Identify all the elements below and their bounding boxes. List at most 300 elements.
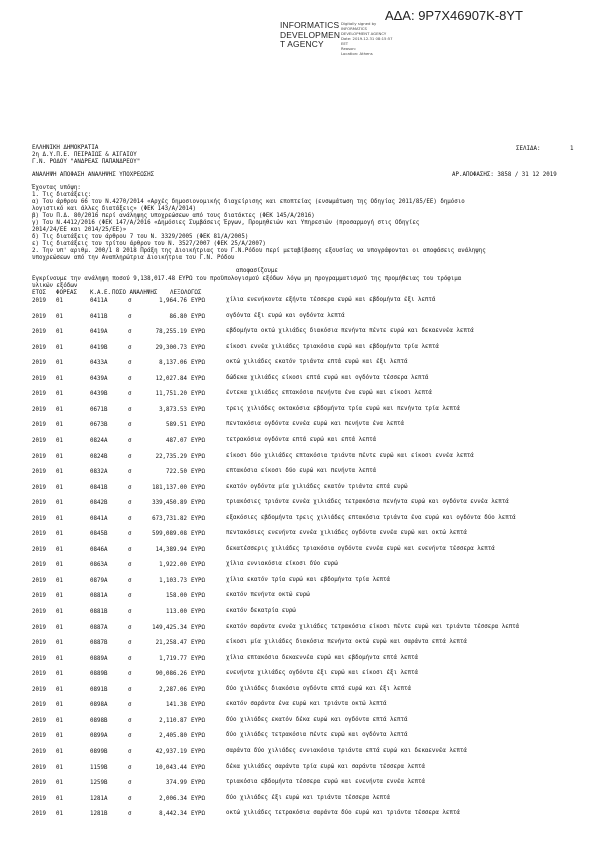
cell-words: είκοσι δύο χιλιάδες επτακόσια τριάντα πέντε ευρώ και είκοσι εννέα λεπτά: [226, 452, 474, 459]
cell-phoreas: 01: [56, 671, 63, 678]
cell-phoreas: 01: [56, 360, 63, 367]
cell-phoreas: 01: [56, 313, 63, 320]
cell-phoreas: 01: [56, 593, 63, 600]
cell-phoreas: 01: [56, 609, 63, 615]
cell-year: 2019: [32, 546, 46, 553]
cell-sigma: σ: [128, 344, 132, 351]
cell-words: εκατόν δεκατρία ευρώ: [226, 608, 296, 614]
cell-phoreas: 01: [56, 562, 63, 569]
cell-amount: 86.80: [169, 313, 187, 320]
table-row: [32, 437, 572, 445]
table-row: [32, 779, 572, 787]
cell-amount: 14,389.94: [155, 546, 187, 553]
cell-words: δεκατέσσερις χιλιάδες τριακόσια ογδόντα εννέα ευρώ και ενενήντα τέσσερα λεπτά: [226, 545, 495, 552]
cell-kae: 1281Α: [90, 795, 108, 802]
cell-amount: 10,043.44: [155, 764, 187, 771]
cell-sigma: σ: [128, 780, 132, 787]
cell-words: σαράντα δύο χιλιάδες εννιακόσια τριάντα επτά ευρώ και δεκαεννέα λεπτά: [226, 747, 467, 754]
cell-sigma: σ: [128, 764, 132, 771]
cell-year: 2019: [32, 406, 46, 413]
cell-phoreas: 01: [56, 375, 63, 382]
cell-kae: 0433Α: [90, 360, 108, 367]
cell-year: 2019: [32, 391, 46, 398]
cell-amount: 722.50: [166, 469, 187, 476]
cell-currency: ΕΥΡΩ: [191, 360, 205, 367]
cell-amount: 2,110.87: [159, 717, 187, 724]
cell-year: 2019: [32, 717, 46, 724]
cell-kae: 0899Β: [90, 748, 108, 755]
table-row: [32, 530, 572, 538]
cell-phoreas: 01: [56, 640, 63, 647]
col-header-amount: ΠΟΣΟ ΑΝΑΛΗΨΗΣ: [112, 290, 158, 296]
cell-amount: 22,735.29: [155, 453, 187, 460]
cell-year: 2019: [32, 624, 46, 631]
signature-stamp: [341, 21, 393, 56]
intro-line: 2014/24/ΕΕ και 2014/25/ΕΕ)»: [32, 227, 127, 233]
table-row: [32, 359, 572, 367]
cell-words: οκτώ χιλιάδες εκατόν τριάντα επτά ευρώ και έξι λεπτά: [226, 359, 408, 366]
cell-words: τετρακόσια ογδόντα επτά ευρώ και επτά λεπτά: [226, 436, 377, 443]
cell-kae: 0845Β: [90, 531, 108, 538]
cell-sigma: σ: [128, 391, 132, 398]
logo-line: INFORMATICS: [280, 20, 340, 30]
cell-currency: ΕΥΡΩ: [191, 515, 205, 522]
cell-phoreas: 01: [56, 406, 63, 413]
cell-kae: 0419Α: [90, 329, 108, 336]
cell-phoreas: 01: [56, 780, 63, 787]
table-row: [32, 515, 572, 523]
issuer-line: Γ.Ν. ΡΟΔΟΥ "ΑΝΔΡΕΑΣ ΠΑΠΑΝΔΡΕΟΥ": [32, 159, 141, 166]
cell-kae: 0824Α: [90, 437, 108, 444]
table-row: [32, 561, 572, 569]
cell-kae: 0891Β: [90, 686, 108, 693]
cell-phoreas: 01: [56, 422, 63, 429]
cell-currency: ΕΥΡΩ: [191, 406, 205, 413]
cell-sigma: σ: [128, 717, 132, 724]
cell-words: δέκα χιλιάδες σαράντα τρία ευρώ και σαράντα τέσσερα λεπτά: [226, 763, 425, 770]
cell-sigma: σ: [128, 640, 132, 647]
cell-currency: ΕΥΡΩ: [191, 577, 205, 584]
cell-kae: 0879Α: [90, 577, 108, 584]
cell-currency: ΕΥΡΩ: [191, 702, 205, 709]
cell-phoreas: 01: [56, 577, 63, 584]
cell-amount: 11,751.20: [155, 391, 187, 398]
table-row: [32, 686, 572, 694]
cell-currency: ΕΥΡΩ: [191, 437, 205, 444]
table-row: [32, 297, 572, 305]
cell-sigma: σ: [128, 453, 132, 460]
cell-kae: 0832Α: [90, 469, 108, 476]
cell-year: 2019: [32, 453, 46, 460]
cell-words: χίλια επτακόσια δεκαεννέα ευρώ και εβδομήντα επτά λεπτά: [226, 654, 418, 661]
cell-year: 2019: [32, 515, 46, 522]
cell-kae: 0411Β: [90, 313, 108, 320]
cell-amount: 12,027.84: [155, 375, 187, 382]
cell-phoreas: 01: [56, 453, 63, 460]
cell-year: 2019: [32, 313, 46, 320]
cell-amount: 8,137.06: [159, 360, 187, 367]
cell-kae: 1259Β: [90, 780, 108, 787]
cell-currency: ΕΥΡΩ: [191, 391, 205, 398]
cell-words: τριακόσια εβδομήντα τέσσερα ευρώ και ενενήντα εννέα λεπτά: [226, 779, 425, 786]
col-header-words: ΛΕΞΟΛΟΓΩΣ: [170, 290, 202, 296]
cell-amount: 599,089.08: [152, 531, 187, 538]
cell-words: ογδόντα έξι ευρώ και ογδόντα λεπτά: [226, 312, 345, 319]
table-row: [32, 577, 572, 585]
cell-currency: ΕΥΡΩ: [191, 811, 205, 818]
cell-year: 2019: [32, 593, 46, 600]
cell-phoreas: 01: [56, 686, 63, 693]
cell-currency: ΕΥΡΩ: [191, 562, 205, 569]
cell-currency: ΕΥΡΩ: [191, 609, 205, 615]
table-row: [32, 499, 572, 507]
cell-kae: 0824Β: [90, 453, 108, 460]
cell-amount: 2,287.06: [159, 686, 187, 693]
cell-amount: 673,731.82: [152, 515, 187, 522]
cell-year: 2019: [32, 609, 46, 615]
cell-words: οκτώ χιλιάδες τετρακόσια σαράντα δύο ευρώ και τριάντα τέσσερα λεπτά: [226, 810, 460, 817]
cell-sigma: σ: [128, 609, 132, 615]
cell-words: εκατόν σαράντα ένα ευρώ και τριάντα οκτώ λεπτά: [226, 701, 387, 708]
cell-year: 2019: [32, 375, 46, 382]
cell-words: εξακόσιες εβδομήντα τρεις χιλιάδες επτακόσια τριάντα ένα ευρώ και ογδόντα δύο λεπτά: [226, 514, 516, 521]
cell-sigma: σ: [128, 702, 132, 709]
cell-sigma: σ: [128, 360, 132, 367]
cell-sigma: σ: [128, 577, 132, 584]
cell-amount: 3,873.53: [159, 406, 187, 413]
cell-amount: 8,442.34: [159, 811, 187, 818]
cell-sigma: σ: [128, 593, 132, 600]
cell-kae: 1281Β: [90, 811, 108, 818]
cell-amount: 181,137.00: [152, 484, 187, 491]
cell-amount: 149,425.34: [152, 624, 187, 631]
cell-kae: 0887Α: [90, 624, 108, 631]
cell-sigma: σ: [128, 375, 132, 382]
cell-amount: 589.51: [166, 422, 187, 429]
cell-words: εκατόν σαράντα εννέα χιλιάδες τετρακόσια είκοσι πέντε ευρώ και τριάντα τέσσερα λεπτά: [226, 623, 520, 630]
stamp-line: Digitally signed by: [341, 21, 377, 26]
stamp-line: INFORMATICS: [341, 26, 367, 31]
intro-line: ε) Τις διατάξεις του τρίτου άρθρου του Ν. 3527/2007 (ΦΕΚ 25/Α/2007): [32, 241, 266, 247]
intro-line: β) Του Π.Δ. 80/2016 περί ανάληψης υποχρεώσεων από τους διατάκτες (ΦΕΚ 145/Α/2016): [32, 213, 315, 219]
cell-words: εκατόν ογδόντα μία χιλιάδες εκατόν τριάντα επτά ευρώ: [226, 483, 408, 490]
table-row: [32, 375, 572, 383]
cell-currency: ΕΥΡΩ: [191, 593, 205, 600]
cell-sigma: σ: [128, 500, 132, 507]
cell-words: εκατόν πενήντα οκτώ ευρώ: [226, 592, 310, 599]
intro-line: λογιστικό και άλλες διατάξεις» (ΦΕΚ 143/Α/2014): [32, 206, 197, 212]
cell-sigma: σ: [128, 298, 132, 304]
cell-amount: 2,405.80: [159, 733, 187, 740]
cell-phoreas: 01: [56, 329, 63, 336]
table-row: [32, 328, 572, 336]
cell-currency: ΕΥΡΩ: [191, 484, 205, 491]
cell-currency: ΕΥΡΩ: [191, 624, 205, 631]
cell-year: 2019: [32, 422, 46, 429]
ada-code: ΑΔΑ: 9Ρ7Χ46907Κ-8ΥΤ: [384, 8, 523, 23]
cell-sigma: σ: [128, 624, 132, 631]
stamp-line: Location: Athens: [341, 51, 373, 56]
intro-line: γ) Του Ν.4412/2016 (ΦΕΚ 147/Α/2016 «Δημόσιες Συμβάσεις Έργων, Προμηθειών και Υπηρεσιών (προσαρμογή στις Οδηγίες: [32, 220, 420, 226]
intro-line: Έχοντας υπόψη:: [32, 185, 81, 191]
cell-phoreas: 01: [56, 391, 63, 398]
cell-words: είκοσι μία χιλιάδες διακόσια πενήντα οκτώ ευρώ και σαράντα επτά λεπτά: [226, 639, 467, 646]
cell-currency: ΕΥΡΩ: [191, 717, 205, 724]
cell-phoreas: 01: [56, 624, 63, 631]
table-row: [32, 546, 572, 554]
cell-sigma: σ: [128, 437, 132, 444]
cell-phoreas: 01: [56, 717, 63, 724]
table-row: [32, 608, 572, 616]
cell-year: 2019: [32, 484, 46, 491]
cell-amount: 487.07: [166, 437, 187, 444]
cell-amount: 339,450.89: [152, 500, 187, 507]
cell-year: 2019: [32, 500, 46, 507]
cell-amount: 21,258.47: [155, 640, 187, 647]
table-row: [32, 795, 572, 803]
decision-number: ΑΡ.ΑΠΟΦΑΣΗΣ: 3858 / 31 12 2019: [452, 172, 557, 178]
cell-kae: 0673Β: [90, 422, 108, 429]
cell-kae: 0881Α: [90, 593, 108, 600]
cell-sigma: σ: [128, 748, 132, 755]
table-row: [32, 592, 572, 600]
cell-currency: ΕΥΡΩ: [191, 546, 205, 553]
page-number: 1: [570, 146, 574, 152]
cell-kae: 0841Β: [90, 484, 108, 491]
document-title: ΑΝΑΛΗΨΗ ΑΠΟΦΑΣΗ ΑΝΑΛΗΨΗΣ ΥΠΟΧΡΕΩΣΗΣ: [32, 172, 155, 178]
cell-words: τρεις χιλιάδες οκτακόσια εβδομήντα τρία ευρώ και πενήντα τρία λεπτά: [226, 405, 460, 412]
cell-currency: ΕΥΡΩ: [191, 686, 205, 693]
cell-words: δύο χιλιάδες τετρακόσια πέντε ευρώ και ογδόντα λεπτά: [226, 732, 408, 739]
cell-kae: 0419Β: [90, 344, 108, 351]
cell-currency: ΕΥΡΩ: [191, 655, 205, 662]
cell-year: 2019: [32, 562, 46, 569]
cell-year: 2019: [32, 748, 46, 755]
cell-currency: ΕΥΡΩ: [191, 329, 205, 336]
decides-heading: αποφασίζουμε: [236, 268, 278, 274]
cell-year: 2019: [32, 671, 46, 678]
cell-kae: 0846Α: [90, 546, 108, 553]
cell-phoreas: 01: [56, 344, 63, 351]
cell-words: δύο χιλιάδες έξι ευρώ και τριάντα τέσσερα λεπτά: [226, 794, 391, 801]
cell-year: 2019: [32, 764, 46, 771]
cell-phoreas: 01: [56, 748, 63, 755]
issuer-block: [32, 145, 140, 167]
cell-phoreas: 01: [56, 484, 63, 491]
cell-year: 2019: [32, 577, 46, 584]
cell-year: 2019: [32, 469, 46, 476]
intro-line: δ) Τις διατάξεις του άρθρου 7 του Ν. 3329/2005 (ΦΕΚ 81/Α/2005): [32, 234, 249, 240]
cell-currency: ΕΥΡΩ: [191, 422, 205, 429]
table-row: [32, 639, 572, 647]
cell-words: χίλια εκατόν τρία ευρώ και εβδομήντα τρία λεπτά: [226, 576, 391, 583]
cell-currency: ΕΥΡΩ: [191, 313, 205, 320]
issuer-line: ΕΛΛΗΝΙΚΗ ΔΗΜΟΚΡΑΤΙΑ: [32, 145, 99, 151]
cell-currency: ΕΥΡΩ: [191, 375, 205, 382]
cell-amount: 1,103.73: [159, 577, 187, 584]
cell-sigma: σ: [128, 469, 132, 476]
cell-phoreas: 01: [56, 531, 63, 538]
cell-currency: ΕΥΡΩ: [191, 780, 205, 787]
cell-amount: 1,922.00: [159, 562, 187, 569]
logo-line: T AGENCY: [280, 39, 324, 50]
cell-words: δύο χιλιάδες εκατόν δέκα ευρώ και ογδόντα επτά λεπτά: [226, 716, 408, 723]
cell-currency: ΕΥΡΩ: [191, 733, 205, 740]
table-row: [32, 344, 572, 352]
cell-currency: ΕΥΡΩ: [191, 469, 205, 476]
approval-block: [32, 276, 572, 290]
cell-currency: ΕΥΡΩ: [191, 298, 205, 304]
table-row: [32, 764, 572, 772]
cell-kae: 1159Β: [90, 764, 108, 771]
cell-year: 2019: [32, 360, 46, 367]
cell-words: χίλια εννιακόσια είκοσι δύο ευρώ: [226, 561, 338, 568]
cell-year: 2019: [32, 298, 46, 304]
stamp-line: Reason:: [341, 46, 357, 51]
table-row: [32, 484, 572, 492]
cell-phoreas: 01: [56, 655, 63, 662]
cell-words: εβδομήντα οκτώ χιλιάδες διακόσια πενήντα πέντε ευρώ και δεκαεννέα λεπτά: [226, 328, 474, 335]
table-row: [32, 406, 572, 414]
cell-year: 2019: [32, 733, 46, 740]
cell-sigma: σ: [128, 329, 132, 336]
cell-words: χίλια ενενήκοντα εξήντα τέσσερα ευρώ και εβδομήντα έξι λεπτά: [226, 297, 436, 303]
cell-year: 2019: [32, 640, 46, 647]
cell-sigma: σ: [128, 795, 132, 802]
approval-line: υλικών εξόδων: [32, 283, 78, 289]
table-row: [32, 655, 572, 663]
cell-kae: 0671Β: [90, 406, 108, 413]
cell-amount: 2,006.34: [159, 795, 187, 802]
cell-year: 2019: [32, 531, 46, 538]
cell-amount: 29,300.73: [155, 344, 187, 351]
cell-phoreas: 01: [56, 469, 63, 476]
cell-kae: 0842Β: [90, 500, 108, 507]
cell-sigma: σ: [128, 811, 132, 818]
cell-phoreas: 01: [56, 811, 63, 818]
cell-year: 2019: [32, 655, 46, 662]
cell-year: 2019: [32, 702, 46, 709]
cell-sigma: σ: [128, 655, 132, 662]
page-label: ΣΕΛΙΔΑ:: [516, 146, 541, 152]
agency-logo: [280, 21, 340, 50]
cell-amount: 374.99: [166, 780, 187, 787]
cell-year: 2019: [32, 686, 46, 693]
cell-kae: 0439Α: [90, 375, 108, 382]
cell-sigma: σ: [128, 531, 132, 538]
intro-line: 2. Την υπ' αριθμ. 200/1 8 2018 Πράξη της Διοικήτριας του Γ.Ν.Ρόδου περί μεταβίβασης εξουσίας να υπογράφονται οι αποφάσεις ανάληψης: [32, 248, 486, 254]
stamp-line: EET: [341, 41, 349, 46]
cell-words: τριακόσιες τριάντα εννέα χιλιάδες τετρακόσια πενήντα ευρώ και ογδόντα εννέα λεπτά: [226, 499, 509, 506]
cell-kae: 0889Α: [90, 655, 108, 662]
cell-amount: 1,719.77: [159, 655, 187, 662]
cell-sigma: σ: [128, 406, 132, 413]
cell-kae: 0898Α: [90, 702, 108, 709]
cell-words: έντεκα χιλιάδες επτακόσια πενήντα ένα ευρώ και είκοσι λεπτά: [226, 390, 432, 397]
intro-line: 1. Τις διατάξεις:: [32, 192, 92, 198]
cell-currency: ΕΥΡΩ: [191, 748, 205, 755]
cell-currency: ΕΥΡΩ: [191, 764, 205, 771]
issuer-line: 2η Δ.Υ.Π.Ε. ΠΕΙΡΑΙΩΣ & ΑΙΓΑΙΟΥ: [32, 152, 137, 159]
cell-words: δώδεκα χιλιάδες είκοσι επτά ευρώ και ογδόντα τέσσερα λεπτά: [226, 374, 429, 381]
logo-line: DEVELOPMEN: [280, 29, 341, 40]
cell-sigma: σ: [128, 422, 132, 429]
cell-kae: 0899Α: [90, 733, 108, 740]
cell-currency: ΕΥΡΩ: [191, 671, 205, 678]
cell-phoreas: 01: [56, 500, 63, 507]
table-row: [32, 624, 572, 632]
cell-sigma: σ: [128, 484, 132, 491]
table-row: [32, 670, 572, 678]
col-header-phoreas: ΦΟΡΕΑΣ: [56, 290, 77, 296]
intro-line: υποχρεώσεων από την Αναπληρώτρια Διοικήτρια του Γ.Ν. Ρόδου: [32, 255, 235, 261]
cell-sigma: σ: [128, 733, 132, 740]
cell-amount: 113.00: [166, 609, 187, 615]
col-header-kae: Κ.Α.Ε.: [90, 290, 111, 296]
intro-block: [32, 185, 572, 262]
table-row: [32, 453, 572, 461]
cell-words: δύο χιλιάδες διακόσια ογδόντα επτά ευρώ και έξι λεπτά: [226, 685, 411, 692]
cell-sigma: σ: [128, 515, 132, 522]
cell-kae: 0889Β: [90, 671, 108, 678]
stamp-line: DEVELOPMENT AGENCY: [341, 31, 387, 36]
cell-amount: 141.38: [166, 702, 187, 709]
cell-year: 2019: [32, 780, 46, 787]
table-row: [32, 313, 572, 321]
cell-amount: 1,964.76: [159, 298, 187, 304]
cell-amount: 90,086.26: [155, 671, 187, 678]
table-row: [32, 421, 572, 429]
cell-currency: ΕΥΡΩ: [191, 531, 205, 538]
table-row: [32, 748, 572, 756]
cell-kae: 0863Α: [90, 562, 108, 569]
table-row: [32, 701, 572, 709]
cell-year: 2019: [32, 344, 46, 351]
table-row: [32, 390, 572, 398]
cell-words: πεντακόσιες ενενήντα εννέα χιλιάδες ογδόντα εννέα ευρώ και οκτώ λεπτά: [226, 530, 467, 537]
cell-sigma: σ: [128, 686, 132, 693]
cell-phoreas: 01: [56, 546, 63, 553]
cell-sigma: σ: [128, 671, 132, 678]
cell-currency: ΕΥΡΩ: [191, 640, 205, 647]
cell-phoreas: 01: [56, 437, 63, 444]
cell-sigma: σ: [128, 546, 132, 553]
table-row: [32, 468, 572, 476]
cell-currency: ΕΥΡΩ: [191, 344, 205, 351]
cell-sigma: σ: [128, 562, 132, 569]
cell-year: 2019: [32, 437, 46, 444]
cell-amount: 42,937.19: [155, 748, 187, 755]
cell-phoreas: 01: [56, 795, 63, 802]
table-row: [32, 717, 572, 725]
cell-currency: ΕΥΡΩ: [191, 500, 205, 507]
col-header-year: ΕΤΟΣ: [32, 290, 46, 296]
cell-phoreas: 01: [56, 298, 63, 304]
cell-amount: 158.00: [166, 593, 187, 600]
cell-kae: 0841Α: [90, 515, 108, 522]
cell-kae: 0411Α: [90, 298, 108, 304]
approval-line: Εγκρίνουμε την ανάληψη ποσού 9,138,017.48 ΕΥΡΩ του προϋπολογισμού εξόδων λόγω μη προγραμματισμού της προμήθειας του τρόφιμα: [32, 276, 462, 282]
cell-phoreas: 01: [56, 733, 63, 740]
cell-phoreas: 01: [56, 764, 63, 771]
cell-words: επτακόσια είκοσι δύο ευρώ και πενήντα λεπτά: [226, 468, 377, 475]
intro-line: α) Του άρθρου 66 του Ν.4270/2014 «Αρχές δημοσιονομικής διαχείρισης και εποπτείας (ενσωμάτωση της Οδηγίας 2011/85/ΕΕ) δημόσιο: [32, 199, 465, 205]
cell-year: 2019: [32, 329, 46, 336]
cell-year: 2019: [32, 795, 46, 802]
cell-phoreas: 01: [56, 702, 63, 709]
cell-words: πεντακόσια ογδόντα εννέα ευρώ και πενήντα ένα λεπτά: [226, 421, 404, 428]
cell-year: 2019: [32, 811, 46, 818]
